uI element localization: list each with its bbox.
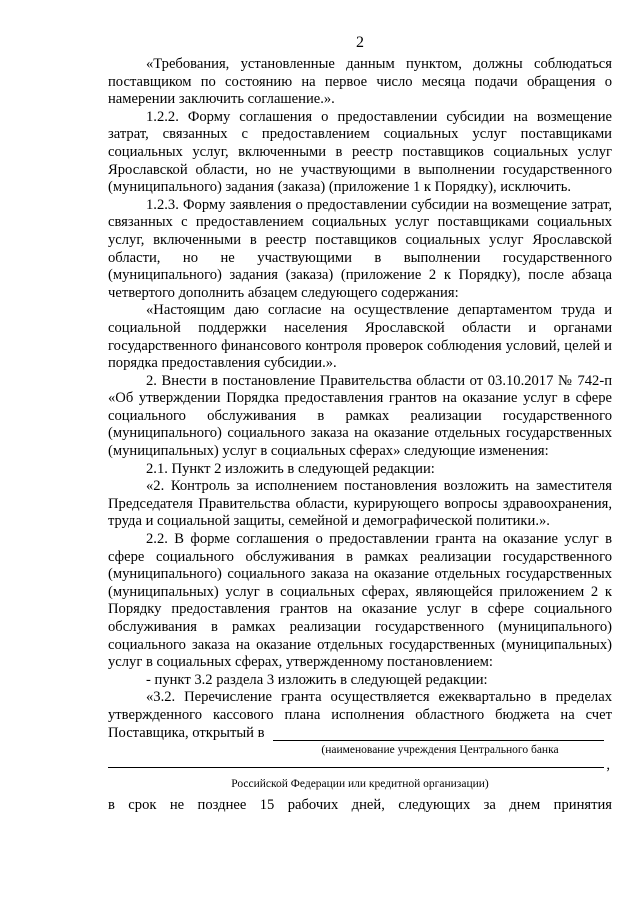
paragraph-2-1: 2.1. Пункт 2 изложить в следующей редакции: [146, 460, 435, 477]
paragraph-requirements: «Требования, установленные данным пунктом, должны соблюдаться поставщиком по состоянию на первое число месяца подачи обращения о намерении заключить соглашение.». [108, 56, 612, 108]
blank-underline [273, 740, 604, 741]
blank-full-line [108, 757, 612, 777]
paragraph-consent: «Настоящим даю согласие на осуществление департаментом труда и социальной поддержки населения Ярославской области и органами государственного финансового контроля проверок соблюдения условий, целей и порядка предоставления субсидии.». [108, 302, 612, 372]
account-field-line [108, 725, 612, 743]
paragraph-control: «2. Контроль за исполнением постановления возложить на заместителя Председателя Правительства области, курирующего вопросы здравоохранения, труда и социальной защиты, семейной и демографической политики.». [108, 478, 612, 530]
paragraph-2: 2. Внести в постановление Правительства области от 03.10.2017 № 742-п «Об утверждении Порядка предоставления грантов на оказание услуг в сфере социального обслуживания в рамках реализации государственного (муниципального) социального заказа на оказание отдельных государственных (муниципальных) услуг в социальных сферах» следующие изменения: [108, 372, 612, 460]
blank-underline-full [108, 767, 604, 768]
paragraph-deadline: в срок не позднее 15 рабочих дней, следующих за днем принятия [108, 796, 612, 813]
paragraph-3-2-text: «3.2. Перечисление гранта осуществляется ежеквартально в пределах утвержденного кассового плана исполнения областного бюджета на счет [108, 689, 612, 723]
paragraph-1-2-2: 1.2.2. Форму соглашения о предоставлении субсидии на возмещение затрат, связанных с предоставлением социальных услуг поставщиками социальных услуг, включенными в реестр поставщиков социальных услуг Ярославской области, но не участвующими в выполнении государственного (муниципального) задания (заказа) (приложение 1 к Порядку), исключить. [108, 108, 612, 196]
account-field-label: Поставщика, открытый в [108, 724, 265, 741]
paragraph-2-2: 2.2. В форме соглашения о предоставлении гранта на оказание услуг в сфере социального обслуживания в рамках реализации государственного (муниципального) социального заказа на оказание отдельных государственных (муниципальных) услуг в социальных сферах, являющейся приложением 2 к Порядку предоставления грантов на оказание услуг в сфере социального обслуживания в рамках реализации государственного (муниципального) социального заказа на оказание отдельных государственных (муниципальных) услуг в социальных сферах, утвержденному постановлением: [108, 531, 612, 671]
page-number: 2 [356, 34, 364, 51]
paragraph-1-2-3: 1.2.3. Форму заявления о предоставлении субсидии на возмещение затрат, связанных с предоставлением социальных услуг поставщиками социальных услуг, включенными в реестр поставщиков социальных услуг Ярославской области, но не участвующими в выполнении государственного (муниципального) задания (заказа) (приложение 2 к Порядку), после абзаца четвертого дополнить абзацем следующего содержания: [108, 196, 612, 301]
paragraph-item-3-2: - пункт 3.2 раздела 3 изложить в следующей редакции: [146, 671, 488, 688]
document-page [108, 34, 612, 814]
line-comma: , [606, 756, 610, 773]
field-caption-organization: Российской Федерации или кредитной организации) [231, 777, 489, 790]
field-caption-bank: (наименование учреждения Центрального банка [321, 743, 559, 756]
